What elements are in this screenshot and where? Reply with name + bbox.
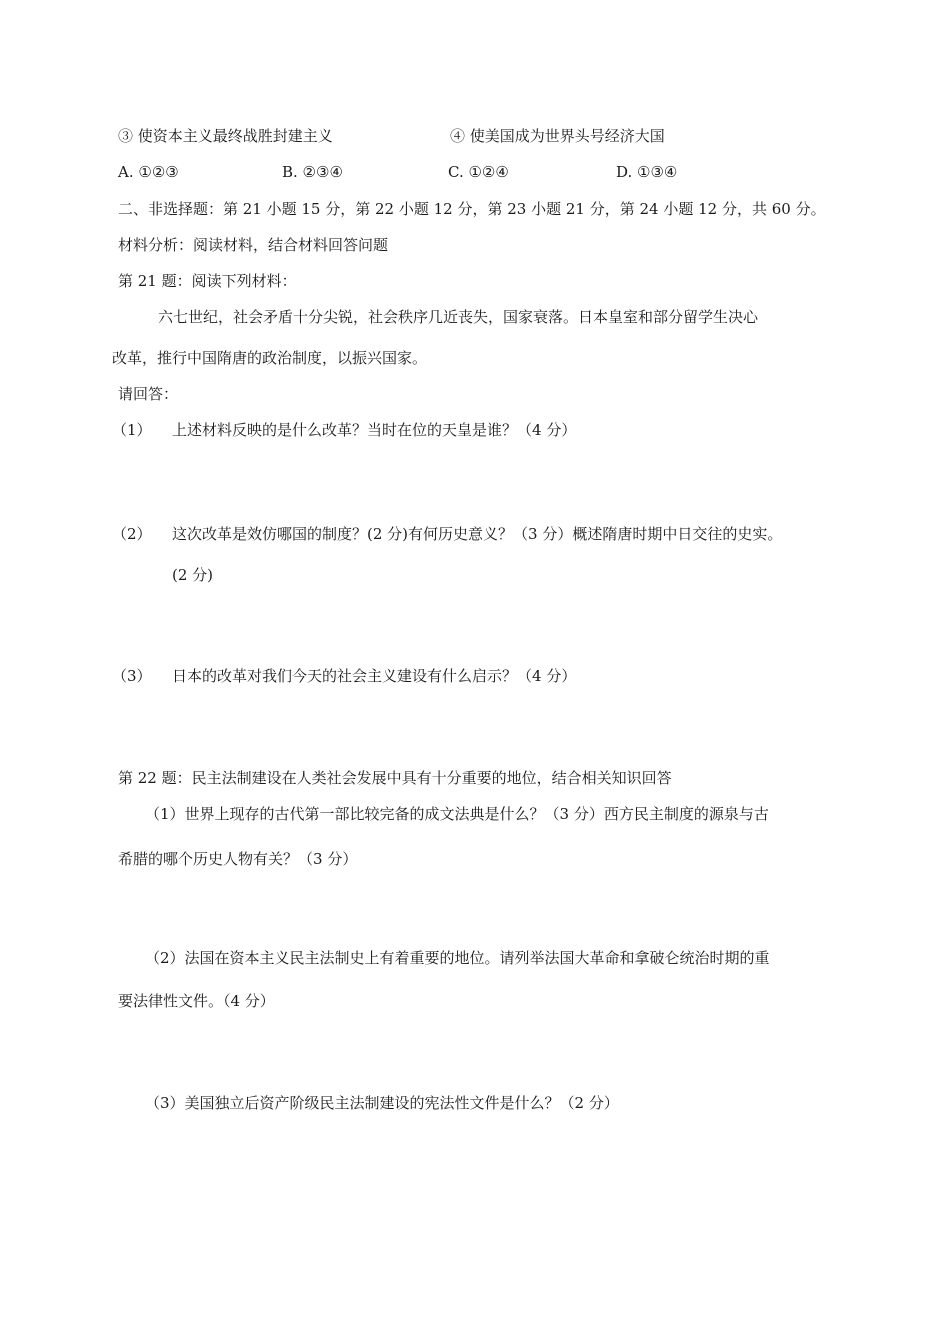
q22-sub1-line2: 希腊的哪个历史人物有关？（3 分） <box>118 850 358 868</box>
q21-sub2-continuation: (2 分) <box>172 566 214 584</box>
section2-heading: 二、非选择题：第 21 小题 15 分，第 22 小题 12 分，第 23 小题 21 分，第 24 小题 12 分，共 60 分。 <box>118 200 826 218</box>
section2-intro: 材料分析：阅读材料，结合材料回答问题 <box>118 236 389 254</box>
q21-material-line1: 六七世纪，社会矛盾十分尖锐，社会秩序几近丧失，国家衰落。日本皇室和部分留学生决心 <box>158 308 759 326</box>
q22-sub2-line2: 要法律性文件。（4 分） <box>118 992 275 1010</box>
q21-material-line2: 改革，推行中国隋唐的政治制度，以振兴国家。 <box>112 349 428 367</box>
statement-4: ④ 使美国成为世界头号经济大国 <box>450 127 665 145</box>
option-d: D. ①③④ <box>616 163 678 181</box>
option-c: C. ①②④ <box>448 163 509 181</box>
q21-sub2-number: （2） <box>112 525 152 543</box>
q21-sub1-number: （1） <box>112 421 152 439</box>
q21-sub3-number: （3） <box>112 667 152 685</box>
q22-sub1-line1: （1）世界上现存的古代第一部比较完备的成文法典是什么？（3 分）西方民主制度的源泉与古 <box>145 805 769 823</box>
q21-title: 第 21 题：阅读下列材料： <box>118 272 297 290</box>
q21-sub1-text: 上述材料反映的是什么改革？当时在位的天皇是谁？（4 分） <box>172 421 577 439</box>
q21-sub2-text: 这次改革是效仿哪国的制度？(2 分)有何历史意义？（3 分）概述隋唐时期中日交往的史实。 <box>172 525 783 543</box>
q21-sub3-text: 日本的改革对我们今天的社会主义建设有什么启示？（4 分） <box>172 667 577 685</box>
q21-prompt: 请回答： <box>118 385 179 403</box>
q22-sub2-line1: （2）法国在资本主义民主法制史上有着重要的地位。请列举法国大革命和拿破仑统治时期的重 <box>145 949 770 967</box>
option-b: B. ②③④ <box>282 163 343 181</box>
option-a: A. ①②③ <box>118 163 179 181</box>
statement-3: ③ 使资本主义最终战胜封建主义 <box>118 127 333 145</box>
q22-title: 第 22 题：民主法制建设在人类社会发展中具有十分重要的地位，结合相关知识回答 <box>118 769 672 787</box>
q22-sub3-line1: （3）美国独立后资产阶级民主法制建设的宪法性文件是什么？（2 分） <box>145 1094 619 1112</box>
